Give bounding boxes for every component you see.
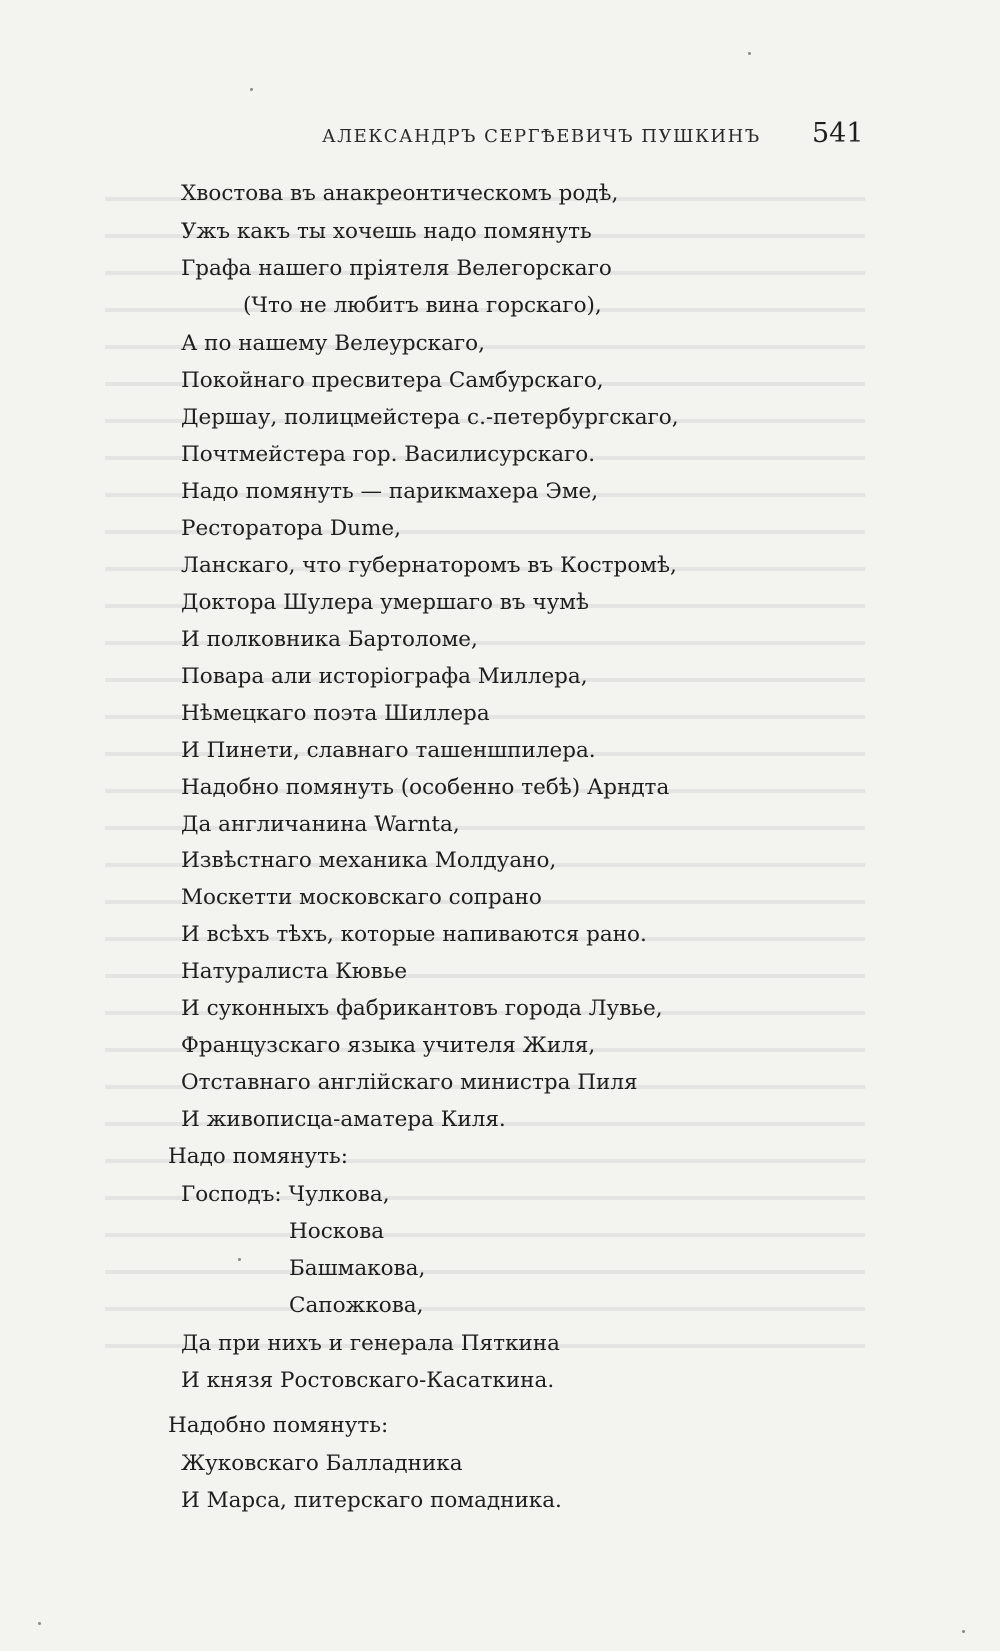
poem-line: Отставнаго англійскаго министра Пиля — [181, 1070, 638, 1095]
poem-line: Ресторатора Dume, — [181, 516, 401, 541]
poem-line: Повара али исторіографа Миллера, — [181, 664, 588, 689]
poem-line: И всѣхъ тѣхъ, которые напиваются рано. — [181, 922, 647, 947]
poem-line: А по нашему Велеурскаго, — [181, 331, 485, 356]
poem-line: Натуралиста Кювье — [181, 959, 408, 984]
paper-speck — [250, 88, 253, 91]
poem-line: Извѣстнаго механика Молдуано, — [181, 848, 557, 873]
poem-line: Дершау, полицмейстера с.-петербургскаго, — [181, 405, 679, 430]
poem-line: Сапожкова, — [289, 1293, 424, 1318]
poem-line: Графа нашего пріятеля Велегорскаго — [181, 256, 612, 281]
poem-line: Доктора Шулера умершаго въ чумѣ — [181, 590, 589, 615]
poem-line: Надобно помянуть (особенно тебѣ) Арндта — [181, 775, 670, 800]
poem-line: (Что не любитъ вина горскаго), — [243, 293, 602, 318]
poem-line: Надо помянуть: — [168, 1144, 348, 1169]
poem-line: И суконныхъ фабрикантовъ города Лувье, — [181, 996, 663, 1021]
poem-line: Да при нихъ и генерала Пяткина — [181, 1331, 560, 1356]
poem-line: И князя Ростовскаго-Касаткина. — [181, 1368, 555, 1393]
paper-speck — [38, 1622, 41, 1625]
poem-line: Москетти московскаго сопрано — [181, 885, 542, 910]
poem-line: Почтмейстера гор. Василисурскаго. — [181, 442, 596, 467]
poem-line: Ланскаго, что губернаторомъ въ Костромѣ, — [181, 553, 677, 578]
poem-line: И живописца-аматера Киля. — [181, 1107, 506, 1132]
poem-line: Носкова — [289, 1219, 385, 1244]
poem-line: Надобно помянуть: — [168, 1413, 389, 1438]
poem-line: Да англичанина Warnta, — [181, 812, 460, 837]
poem-line: Надо помянуть — парикмахера Эме, — [181, 479, 599, 504]
poem-line: Башмакова, — [289, 1256, 426, 1281]
poem-line: Хвостова въ анакреонтическомъ родѣ, — [181, 181, 619, 206]
running-title: АЛЕКСАНДРЪ СЕРГѢЕВИЧЪ ПУШКИНЪ — [322, 126, 761, 147]
poem-line: Французскаго языка учителя Жиля, — [181, 1033, 596, 1058]
poem-line: Покойнаго пресвитера Самбурскаго, — [181, 368, 604, 393]
poem-line: Господъ: Чулкова, — [181, 1182, 390, 1207]
poem-line: И полковника Бартоломе, — [181, 627, 478, 652]
poem-line: Жуковскаго Балладника — [181, 1451, 463, 1476]
poem-line: Нѣмецкаго поэта Шиллера — [181, 701, 490, 726]
paper-speck — [748, 52, 751, 55]
paper-speck — [962, 1630, 965, 1633]
paper-speck — [238, 1258, 241, 1261]
poem-line: И Марса, питерскаго помадника. — [181, 1488, 562, 1513]
poem-line: Ужъ какъ ты хочешь надо помянуть — [181, 219, 592, 244]
page-number: 541 — [812, 118, 864, 149]
poem-line: И Пинети, славнаго ташеншпилера. — [181, 738, 596, 763]
